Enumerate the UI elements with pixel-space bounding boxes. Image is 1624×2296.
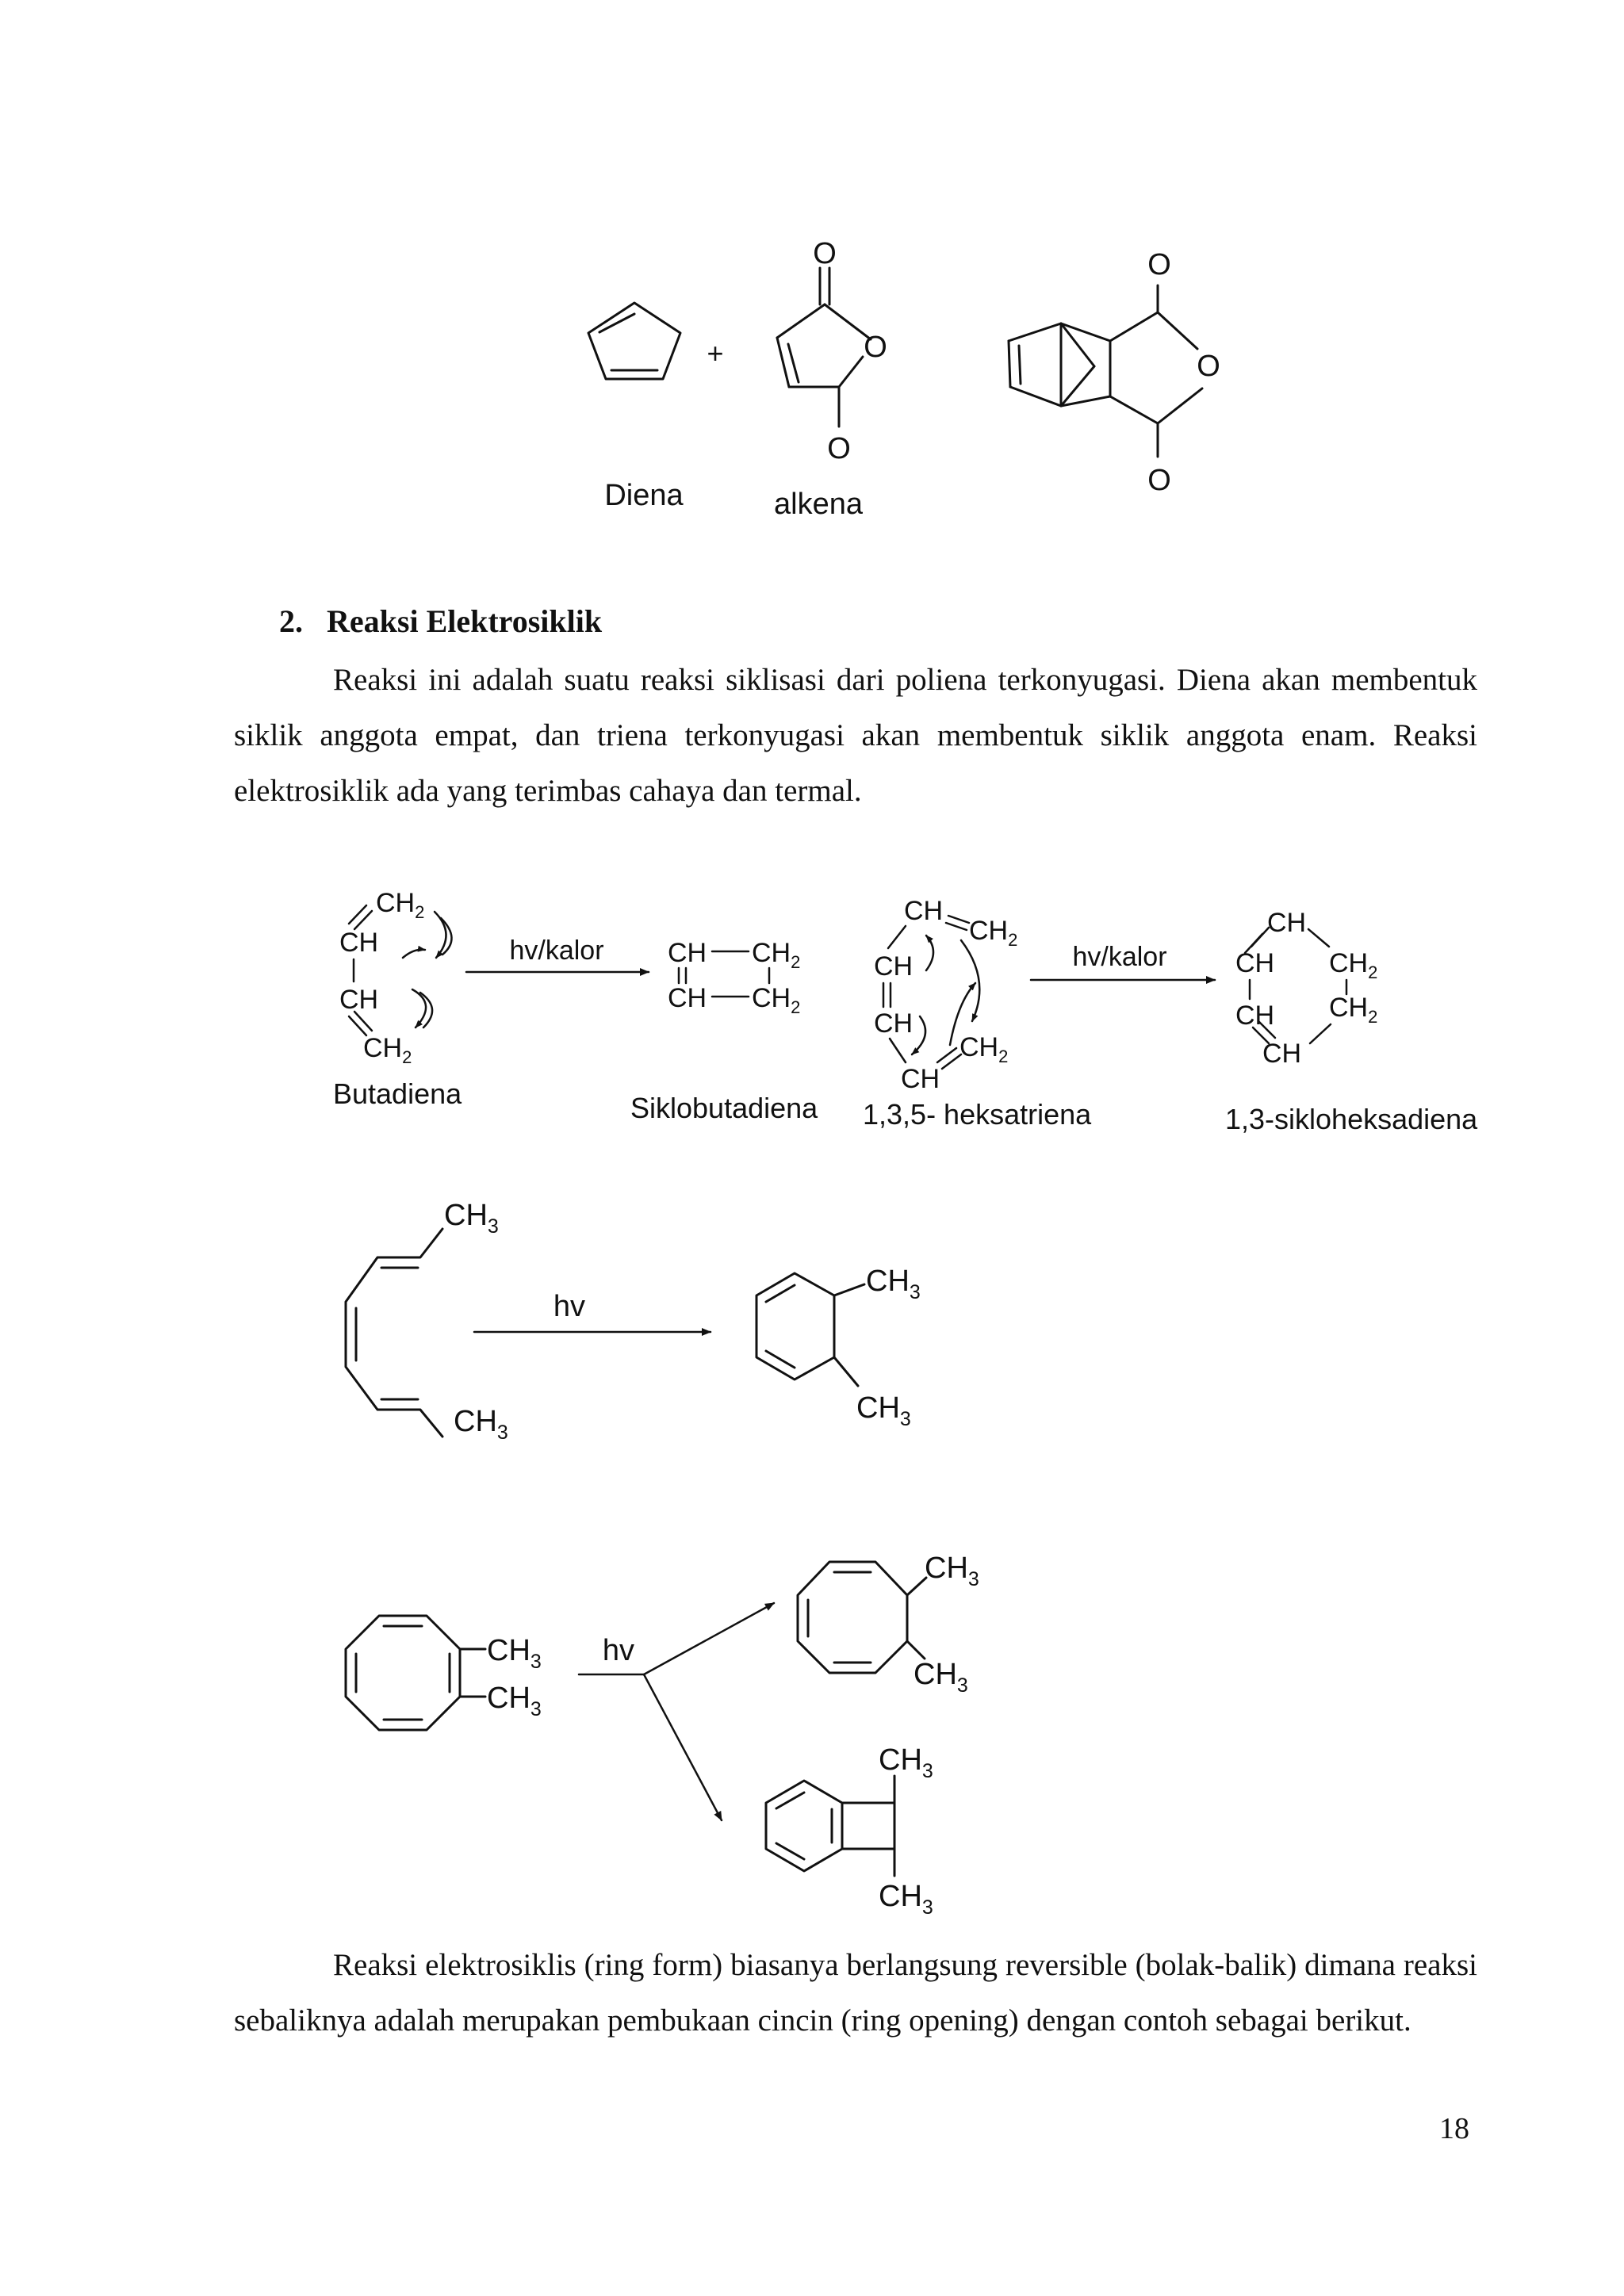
section-heading <box>279 603 602 640</box>
butadiene-ch-2: CH <box>339 985 379 1015</box>
heksatriena-label: 1,3,5- heksatriena <box>863 1098 1092 1131</box>
cyclohexadiene-ch-left-bottom: CH <box>1235 1001 1275 1031</box>
bicyclic-adduct-structure <box>1009 248 1220 497</box>
bicyclooctatriene-structure <box>766 1743 933 1919</box>
arrow-label-1: hv/kalor <box>509 936 604 966</box>
page-number: 18 <box>1439 2112 1469 2145</box>
bicyclo-ch3-bottom: $CH_3$ <box>879 1880 933 1919</box>
sikloheksadiena-label: 1,3-sikloheksadiena <box>1225 1103 1478 1135</box>
bicyclo-ch3-top: $CH_3$ <box>879 1743 933 1782</box>
cyclohexadiene-ch2-right-bottom: $CH_2$ <box>1329 993 1378 1027</box>
butadiene-structure <box>339 888 452 1067</box>
product-ch3-bottom: $CH_3$ <box>856 1391 911 1430</box>
siklobutadiena-label: Siklobutadiena <box>630 1092 818 1124</box>
cyclohexadiene-ch2-right-top: $CH_2$ <box>1329 948 1378 982</box>
adduct-ring-oxygen: O <box>1197 350 1220 383</box>
dimethylcyclooctatetraene-structure <box>346 1616 542 1730</box>
section-title: Reaksi Elektrosiklik <box>327 603 603 639</box>
cot-product-ch3-bottom: $CH_3$ <box>914 1658 968 1697</box>
cot-product-ch3-top: $CH_3$ <box>925 1552 979 1590</box>
butadiene-ch2-top: $CH_2$ <box>376 888 425 922</box>
hexatriene-ch-3: CH <box>874 1008 914 1039</box>
branch-arrow-up <box>644 1603 774 1674</box>
butadiene-ch-1: CH <box>339 928 379 958</box>
diels-alder-figure <box>588 237 1220 521</box>
octatriene-ch3-top: $CH_3$ <box>444 1199 499 1238</box>
branch-arrow-down <box>644 1674 722 1820</box>
octatriene-structure <box>346 1199 508 1444</box>
section-number: 2. <box>279 603 303 639</box>
hexatriene-ch2-top: $CH_2$ <box>969 916 1018 950</box>
hexatriene-ch2-bottom: $CH_2$ <box>959 1032 1009 1066</box>
scheme-octatriene-cyclization <box>346 1199 921 1444</box>
ring-oxygen: O <box>864 331 887 364</box>
scheme-cyclooctatetraene <box>346 1552 979 1919</box>
hexatriene-structure <box>874 896 1017 1094</box>
paragraph-intro: Reaksi ini adalah suatu reaksi siklisasi dari poliena terkonyugasi. Diena akan membentuk siklik anggota empat, dan triena terkonyugasi akan membentuk siklik anggota enam. Reaksi elektrosiklik ada yang terimbas cahaya dan termal. <box>234 663 1477 808</box>
alkena-label: alkena <box>774 488 863 521</box>
butadiena-label: Butadiena <box>333 1077 462 1110</box>
plus-sign: + <box>707 337 724 369</box>
cot-ch3-1: $CH_3$ <box>487 1634 542 1673</box>
dimethylcyclooctatriene-structure <box>798 1552 979 1697</box>
cyclobutene-ch2-top: $CH_2$ <box>752 938 801 972</box>
dimethylcyclohexadiene-structure <box>756 1265 921 1430</box>
scheme-butadiene-hexatriene <box>333 888 1478 1135</box>
butadiene-ch2-bottom: $CH_2$ <box>363 1033 412 1067</box>
cyclohexadiene-ch-bottom: CH <box>1262 1039 1302 1069</box>
arrow-label-3: hv <box>553 1290 586 1323</box>
hexatriene-ch-2: CH <box>874 951 914 982</box>
cyclobutene-ch-bottom: CH <box>668 983 707 1013</box>
cyclohexadiene-ch-left: CH <box>1235 948 1275 978</box>
adduct-top-oxygen: O <box>1147 248 1171 281</box>
cyclobutene-structure <box>668 938 800 1017</box>
arrow-label-4: hv <box>602 1634 635 1667</box>
cyclohexadiene-structure <box>1235 908 1377 1069</box>
octatriene-ch3-bottom: $CH_3$ <box>454 1405 508 1444</box>
hexatriene-ch-4: CH <box>901 1064 940 1094</box>
product-ch3-top: $CH_3$ <box>866 1265 921 1303</box>
carbonyl-oxygen: O <box>813 237 837 270</box>
cyclobutene-ch-top: CH <box>668 938 707 968</box>
cyclobutene-ch2-bottom: $CH_2$ <box>752 983 801 1017</box>
adduct-bottom-oxygen: O <box>1147 464 1171 497</box>
diena-label: Diena <box>604 479 684 512</box>
arrow-label-2: hv/kalor <box>1072 942 1167 972</box>
cyclopentadiene-structure <box>588 303 680 379</box>
cyclohexadiene-ch-top: CH <box>1267 908 1307 938</box>
paragraph-reversible: Reaksi elektrosiklis (ring form) biasanya berlangsung reversible (bolak-balik) dimana reaksi sebaliknya adalah merupakan pembukaan cincin (ring opening) dengan contoh sebagai berikut. <box>234 1948 1477 2038</box>
furanone-structure <box>777 237 887 465</box>
cot-ch3-2: $CH_3$ <box>487 1682 542 1720</box>
hexatriene-ch-top: CH <box>904 896 944 926</box>
hydroxyl-oxygen: O <box>827 432 851 465</box>
